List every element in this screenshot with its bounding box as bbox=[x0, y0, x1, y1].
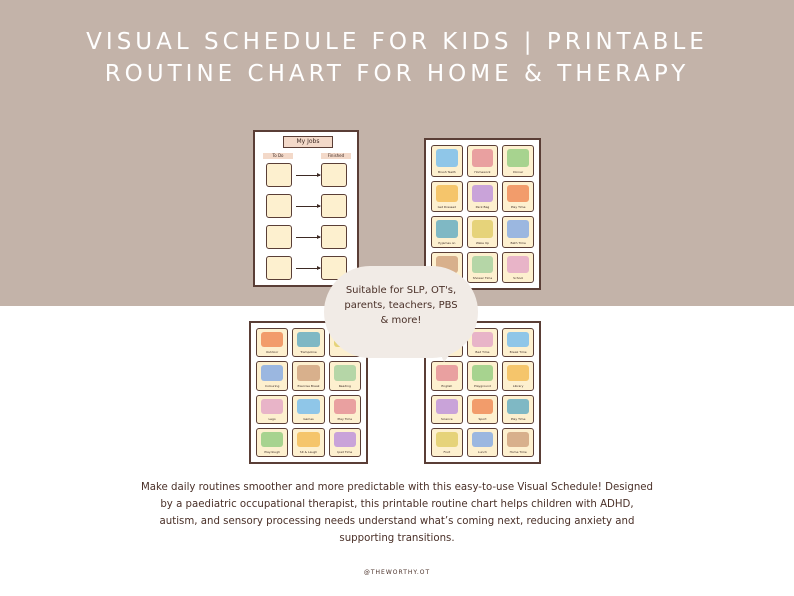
schedule-card bbox=[502, 395, 534, 424]
schedule-card bbox=[431, 395, 463, 424]
card-label: Library bbox=[512, 383, 524, 388]
card-label: Science bbox=[441, 416, 453, 421]
schedule-card bbox=[292, 361, 324, 390]
activity-illustration-icon bbox=[507, 399, 529, 414]
to-do-box bbox=[266, 256, 292, 280]
card-label: Fruit bbox=[443, 450, 451, 454]
schedule-card bbox=[467, 361, 499, 390]
page-title bbox=[0, 26, 794, 90]
activity-illustration-icon bbox=[472, 399, 494, 414]
activity-illustration-icon bbox=[472, 332, 494, 347]
schedule-card bbox=[502, 361, 534, 390]
schedule-card bbox=[467, 145, 499, 177]
card-label: Get Dressed bbox=[437, 205, 457, 209]
card-label: Bed Time bbox=[475, 350, 490, 355]
activity-illustration-icon bbox=[334, 365, 356, 380]
schedule-card bbox=[467, 181, 499, 213]
card-label: School bbox=[513, 276, 524, 280]
schedule-card bbox=[467, 216, 499, 248]
schedule-card bbox=[467, 428, 499, 457]
card-label: English bbox=[441, 383, 453, 388]
card-label: Play Time bbox=[337, 416, 353, 421]
activity-illustration-icon bbox=[507, 256, 529, 274]
schedule-card bbox=[256, 395, 288, 424]
schedule-card bbox=[502, 328, 534, 357]
schedule-card bbox=[329, 361, 361, 390]
schedule-card bbox=[292, 395, 324, 424]
card-label: Play Time bbox=[510, 416, 526, 421]
product-description bbox=[104, 479, 690, 547]
to-do-box bbox=[266, 163, 292, 187]
card-label: Ipad Time bbox=[337, 450, 353, 454]
card-label: Shower Time bbox=[472, 276, 493, 280]
finished-header: Finished bbox=[321, 153, 351, 159]
activity-illustration-icon bbox=[297, 399, 319, 414]
activity-illustration-icon bbox=[436, 399, 458, 414]
card-label: Play Time bbox=[510, 205, 526, 209]
activity-illustration-icon bbox=[507, 185, 529, 203]
description-line-1: Make daily routines smoother and more predictable with this easy-to-use Visual Schedule! Designed bbox=[140, 482, 654, 493]
arrow-right-icon bbox=[296, 175, 320, 176]
activity-illustration-icon bbox=[436, 365, 458, 380]
activity-illustration-icon bbox=[472, 220, 494, 238]
card-label: Wake Up bbox=[475, 240, 490, 245]
to-do-box bbox=[266, 225, 292, 249]
card-label: Playground bbox=[474, 383, 491, 388]
bubble-line-1: Suitable for SLP, OT's, bbox=[345, 285, 457, 296]
card-label: Lunch bbox=[477, 450, 487, 454]
activity-illustration-icon bbox=[472, 256, 494, 274]
schedule-card bbox=[431, 361, 463, 390]
description-line-4: supporting transitions. bbox=[339, 533, 455, 544]
card-label: Exercise Break bbox=[297, 383, 320, 388]
activity-illustration-icon bbox=[334, 399, 356, 414]
arrow-right-icon bbox=[296, 206, 320, 207]
card-label: Playdough bbox=[264, 450, 281, 454]
my-jobs-title: My Jobs bbox=[283, 136, 333, 148]
schedule-card bbox=[467, 395, 499, 424]
schedule-card bbox=[431, 216, 463, 248]
card-label: Bath Time bbox=[510, 240, 526, 245]
title-line-2: ROUTINE CHART FOR HOME & THERAPY bbox=[104, 61, 690, 87]
card-label: Games bbox=[303, 416, 314, 421]
schedule-card bbox=[431, 145, 463, 177]
activity-illustration-icon bbox=[261, 332, 283, 347]
activity-illustration-icon bbox=[507, 149, 529, 167]
card-label: Trampoline bbox=[300, 350, 317, 355]
activity-illustration-icon bbox=[472, 149, 494, 167]
my-jobs-sheet bbox=[253, 130, 359, 287]
card-label: Colouring bbox=[264, 383, 280, 388]
suitable-for-speech-bubble bbox=[324, 266, 478, 358]
schedule-card bbox=[292, 428, 324, 457]
card-label: Dinner bbox=[513, 169, 524, 174]
card-label: Brush Teeth bbox=[437, 169, 456, 174]
card-label: Reading bbox=[338, 383, 351, 388]
schedule-card bbox=[431, 428, 463, 457]
bubble-line-3: & more! bbox=[380, 315, 422, 326]
bubble-line-2: parents, teachers, PBS bbox=[344, 300, 458, 311]
activity-illustration-icon bbox=[297, 365, 319, 380]
activity-illustration-icon bbox=[472, 432, 494, 447]
activity-illustration-icon bbox=[472, 365, 494, 380]
activity-illustration-icon bbox=[297, 332, 319, 347]
activity-illustration-icon bbox=[334, 432, 356, 447]
schedule-card bbox=[467, 252, 499, 284]
description-line-3: autism, and sensory processing needs understand what’s coming next, reducing anxiety and bbox=[159, 516, 635, 527]
activity-illustration-icon bbox=[436, 220, 458, 238]
schedule-card bbox=[502, 428, 534, 457]
activity-illustration-icon bbox=[436, 149, 458, 167]
activity-illustration-icon bbox=[436, 432, 458, 447]
card-label: Sport bbox=[478, 416, 487, 421]
schedule-card bbox=[502, 181, 534, 213]
activity-illustration-icon bbox=[261, 365, 283, 380]
schedule-card bbox=[256, 328, 288, 357]
card-label: Sit & Laugh bbox=[299, 450, 318, 454]
schedule-card bbox=[256, 361, 288, 390]
activity-illustration-icon bbox=[436, 185, 458, 203]
activity-illustration-icon bbox=[507, 432, 529, 447]
card-label: Pyjamas on bbox=[438, 240, 456, 245]
activity-illustration-icon bbox=[472, 185, 494, 203]
card-label: Lego bbox=[268, 416, 276, 421]
schedule-card bbox=[292, 328, 324, 357]
activity-illustration-icon bbox=[261, 432, 283, 447]
card-label: Pack Bag bbox=[475, 205, 490, 209]
card-label: Homework bbox=[474, 169, 491, 174]
card-label: Outdoor bbox=[266, 350, 279, 355]
finished-box bbox=[321, 225, 347, 249]
activity-illustration-icon bbox=[297, 432, 319, 447]
card-label: Home Time bbox=[509, 450, 527, 454]
activity-illustration-icon bbox=[507, 332, 529, 347]
activity-illustration-icon bbox=[507, 220, 529, 238]
schedule-card bbox=[502, 216, 534, 248]
description-line-2: by a paediatric occupational therapist, this printable routine chart helps children with ADHD, bbox=[160, 499, 634, 510]
title-line-1: VISUAL SCHEDULE FOR KIDS | PRINTABLE bbox=[86, 29, 708, 55]
arrow-right-icon bbox=[296, 268, 320, 269]
activity-illustration-icon bbox=[261, 399, 283, 414]
schedule-card bbox=[256, 428, 288, 457]
activity-illustration-icon bbox=[507, 365, 529, 380]
schedule-card bbox=[329, 428, 361, 457]
card-label: Break Time bbox=[509, 350, 527, 355]
to-do-header: To Do bbox=[263, 153, 293, 159]
brand-handle: @THEWORTHY.OT bbox=[363, 569, 431, 576]
schedule-card bbox=[431, 181, 463, 213]
arrow-right-icon bbox=[296, 237, 320, 238]
finished-box bbox=[321, 163, 347, 187]
schedule-card bbox=[502, 252, 534, 284]
finished-box bbox=[321, 194, 347, 218]
schedule-card bbox=[329, 395, 361, 424]
schedule-card bbox=[502, 145, 534, 177]
to-do-box bbox=[266, 194, 292, 218]
